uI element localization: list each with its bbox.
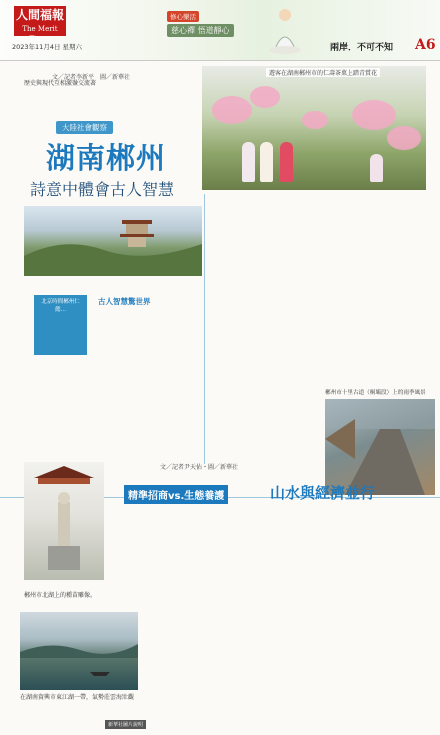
sub-headline: 詩意中體會古人智慧	[30, 180, 175, 199]
boat-icon	[20, 612, 138, 690]
info-box: 北京時間郴州仁懿…	[34, 295, 87, 355]
statue-icon	[24, 462, 104, 580]
band-byline: 文／記者尹天佑・圖／新華社	[160, 464, 239, 471]
issue-date: 2023年11月4日 星期六	[12, 43, 83, 51]
intro-byline: 文／記者李新平 圖／新華社	[52, 74, 131, 81]
band-left-title: 精準招商vs.生態養護	[124, 485, 228, 504]
ancient-road-photo	[325, 399, 435, 495]
section-title: 兩岸．不可不知	[330, 43, 394, 53]
column-divider	[204, 194, 205, 464]
pavement-caption: 郴州市十里古道（桐壩段）上的雨季風景	[325, 390, 426, 396]
newspaper-logo	[14, 6, 66, 43]
hero-caption: 遊客在湖南郴州市的仁壽茶菓上踏青賞花	[266, 68, 380, 77]
footer-label: 新華社圖片說明	[105, 720, 146, 729]
lake-photo	[20, 612, 138, 690]
statue-photo	[24, 462, 104, 580]
meditation-figure-icon	[265, 5, 305, 55]
section-heading: 古人智慧驚世界	[98, 297, 151, 306]
page-number: A6	[415, 37, 436, 53]
column-tag: 修心樂活	[167, 11, 199, 22]
intro-text: 歷史與現代互相激盪交流著	[24, 80, 97, 87]
column-title: 慈心禪 悟道靜心	[167, 24, 234, 37]
stone-path-icon	[325, 399, 435, 495]
band-right-title: 山水與經濟並行	[270, 484, 376, 502]
statue-caption: 郴州市北湖上的種苗雕像。	[24, 592, 97, 599]
hero-photo	[202, 66, 426, 190]
main-headline: 湖南郴州	[46, 141, 167, 175]
mountain-tower-photo	[24, 206, 202, 276]
lake-caption: 在湖南資興市東江湖一帶，氣勢莊雲海壯觀	[20, 694, 135, 701]
title-kicker: 大陸社會觀察	[56, 121, 113, 134]
logo-subtitle: The Merit Times	[22, 25, 58, 43]
logo-title: 人間福報	[15, 8, 64, 22]
tower-icon	[24, 206, 202, 276]
